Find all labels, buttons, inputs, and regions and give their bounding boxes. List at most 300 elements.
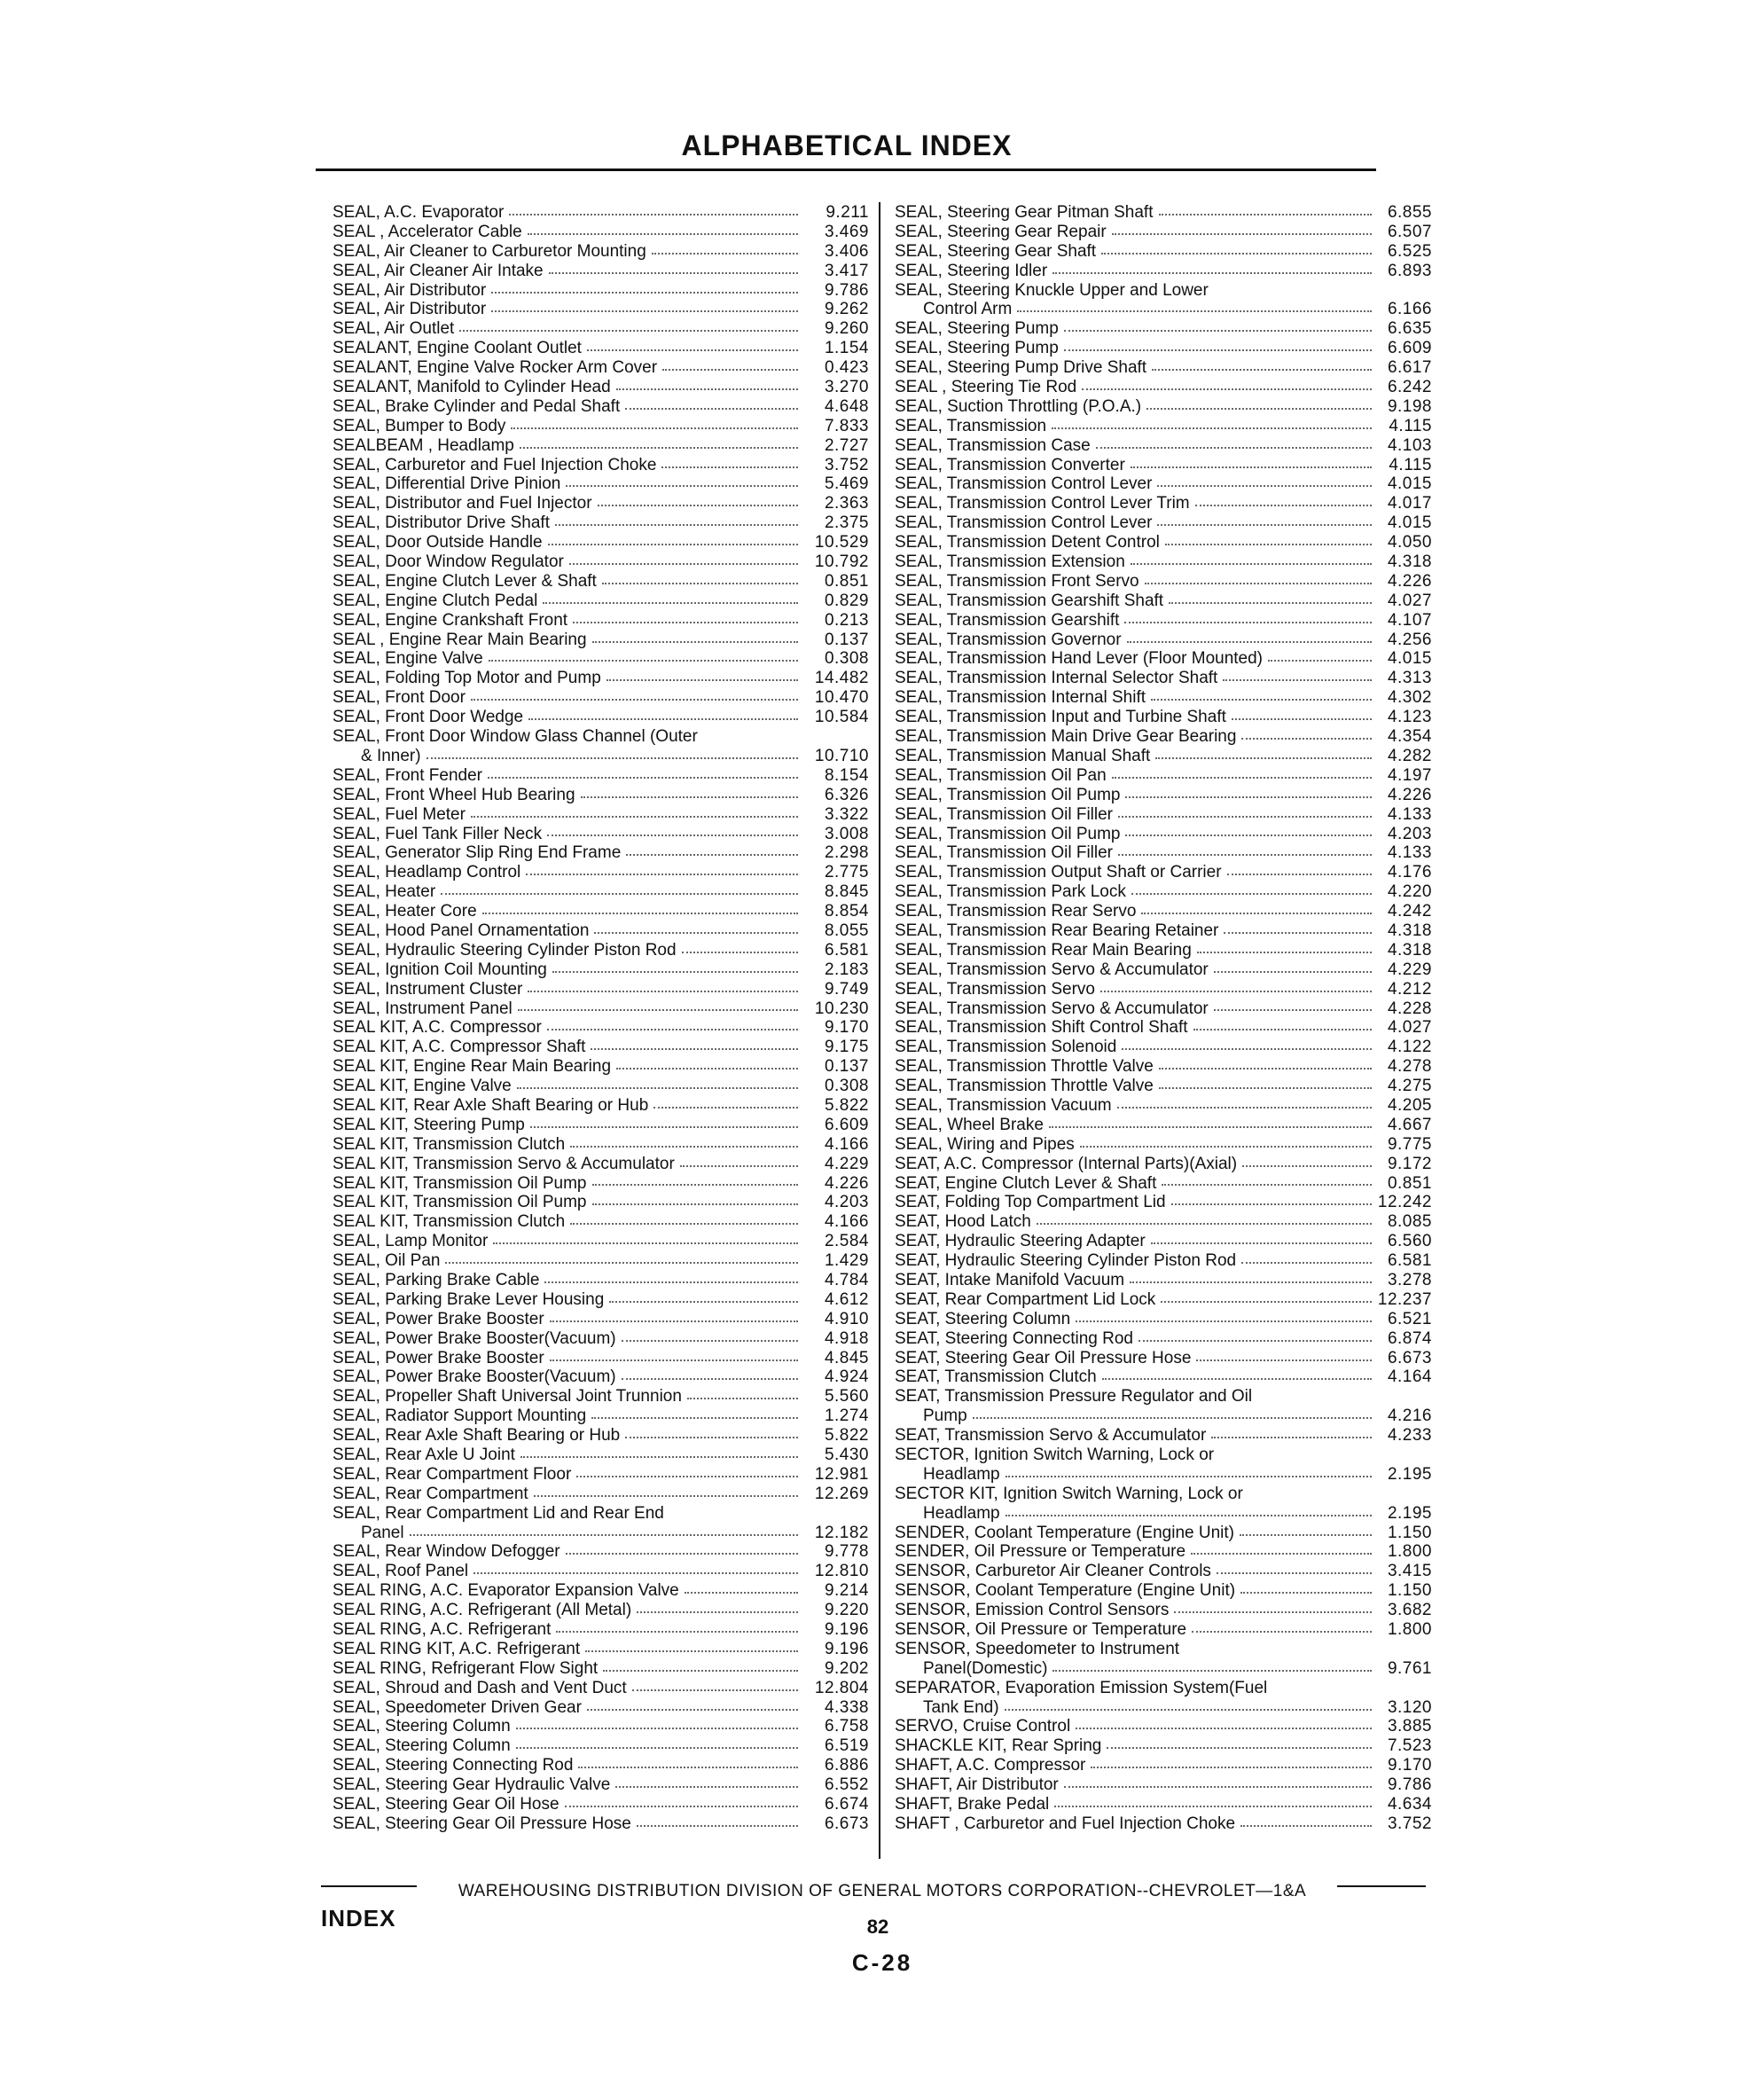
index-entry bbox=[333, 960, 869, 980]
index-entry-label: SEAL, Transmission Shift Control Shaft bbox=[895, 1018, 1188, 1038]
dot-leader bbox=[594, 929, 798, 934]
index-entry-label: SEAL, Parking Brake Lever Housing bbox=[333, 1289, 605, 1309]
index-entry-page: 4.667 bbox=[1387, 1115, 1432, 1134]
dot-leader bbox=[1080, 1142, 1372, 1148]
index-entry bbox=[895, 262, 1432, 281]
dot-leader bbox=[1017, 307, 1372, 312]
dot-leader bbox=[552, 968, 798, 973]
index-entry-page: 4.634 bbox=[1387, 1795, 1432, 1814]
index-entry bbox=[895, 436, 1432, 456]
index-entry-label: SEAL, Rear Compartment bbox=[333, 1484, 528, 1503]
index-entry bbox=[895, 727, 1432, 747]
index-entry-label: SENSOR, Coolant Temperature (Engine Unit) bbox=[895, 1581, 1236, 1601]
dot-leader bbox=[1064, 326, 1372, 332]
dot-leader bbox=[1005, 1705, 1372, 1711]
index-entry-label: SEAL, Hydraulic Steering Cylinder Piston Rod bbox=[333, 940, 677, 960]
index-entry-label: SEAL, Roof Panel bbox=[333, 1562, 469, 1581]
index-entry-label: SEAL, Steering Knuckle Upper and Lower bbox=[895, 280, 1209, 300]
dot-leader bbox=[549, 269, 798, 274]
index-entry bbox=[895, 552, 1432, 572]
index-entry bbox=[333, 1620, 869, 1640]
index-entry-page: 4.164 bbox=[1387, 1367, 1432, 1387]
index-entry-label: Panel bbox=[361, 1523, 404, 1542]
index-entry-page: 8.055 bbox=[824, 921, 869, 940]
index-entry bbox=[895, 1485, 1432, 1504]
index-entry-label: SEAL, Distributor Drive Shaft bbox=[333, 513, 550, 533]
index-entry-label: SEAL KIT, Engine Rear Main Bearing bbox=[333, 1057, 612, 1077]
left-index-column bbox=[333, 203, 869, 1834]
dot-leader bbox=[1125, 831, 1372, 836]
index-entry-page: 2.363 bbox=[824, 494, 869, 513]
index-entry-page: 4.229 bbox=[1387, 960, 1432, 979]
dot-leader bbox=[530, 1123, 798, 1128]
index-entry-label: SEAT, Transmission Clutch bbox=[895, 1367, 1097, 1387]
index-entry bbox=[895, 592, 1432, 611]
index-entry bbox=[895, 1251, 1432, 1271]
index-entry bbox=[895, 1329, 1432, 1349]
dot-leader bbox=[1241, 734, 1372, 740]
dot-leader bbox=[1195, 501, 1372, 506]
dot-leader bbox=[1223, 676, 1372, 681]
index-entry-page: 6.326 bbox=[824, 785, 869, 804]
index-entry-page: 4.027 bbox=[1387, 1018, 1432, 1038]
index-entry-label: SEALANT, Manifold to Cylinder Head bbox=[333, 378, 611, 397]
index-entry-label: SEALANT, Engine Coolant Outlet bbox=[333, 339, 582, 358]
index-entry bbox=[895, 456, 1432, 475]
index-entry-page: 9.786 bbox=[1387, 1775, 1432, 1795]
index-entry bbox=[333, 766, 869, 786]
dot-leader bbox=[1242, 1162, 1372, 1167]
index-entry-page: 4.282 bbox=[1387, 746, 1432, 765]
index-entry-label: SEAL, Rear Compartment Lid and Rear End bbox=[333, 1503, 664, 1523]
dot-leader bbox=[606, 676, 798, 681]
dot-leader bbox=[1165, 540, 1372, 545]
dot-leader bbox=[566, 1549, 798, 1555]
dot-leader bbox=[410, 1531, 798, 1536]
index-entry bbox=[333, 747, 869, 766]
index-entry-label: SEAT, Steering Gear Oil Pressure Hose bbox=[895, 1348, 1192, 1367]
index-entry-label: SEAT, Hydraulic Steering Cylinder Piston Rod bbox=[895, 1251, 1237, 1271]
index-entry bbox=[333, 378, 869, 397]
index-entry-label: SEAL, Steering Gear Repair bbox=[895, 222, 1107, 241]
index-entry-page: 5.822 bbox=[824, 1095, 869, 1115]
dot-leader bbox=[1054, 1802, 1372, 1807]
index-entry-page: 6.552 bbox=[824, 1775, 869, 1795]
index-entry-page: 4.275 bbox=[1387, 1077, 1432, 1096]
index-entry-label: SEAL, Power Brake Booster(Vacuum) bbox=[333, 1328, 616, 1348]
dot-leader bbox=[570, 1219, 798, 1225]
index-entry-page: 4.924 bbox=[824, 1367, 869, 1387]
dot-leader bbox=[592, 1200, 798, 1205]
dot-leader bbox=[1196, 1356, 1372, 1361]
index-entry-page: 4.115 bbox=[1389, 416, 1432, 435]
index-entry-label: SEAT, Transmission Servo & Accumulator bbox=[895, 1426, 1207, 1446]
column-divider bbox=[879, 202, 880, 1859]
index-entry-page: 5.469 bbox=[824, 474, 869, 494]
index-entry-label: Control Arm bbox=[923, 300, 1013, 319]
dot-leader bbox=[1052, 269, 1372, 274]
dot-leader bbox=[550, 1317, 798, 1322]
index-entry-label: SEAL, Front Fender bbox=[333, 765, 482, 785]
index-entry-label: SEAL KIT, Engine Valve bbox=[333, 1077, 512, 1096]
dot-leader bbox=[569, 560, 798, 565]
index-entry-page: 4.318 bbox=[1387, 940, 1432, 960]
index-entry-label: SEAL KIT, A.C. Compressor bbox=[333, 1018, 542, 1038]
dot-leader bbox=[573, 618, 798, 623]
index-entry-label: SEAL, Transmission Control Lever bbox=[895, 474, 1153, 494]
index-entry-label: SEAL, Front Door Window Glass Channel (Outer bbox=[333, 727, 698, 747]
dot-leader bbox=[587, 1705, 798, 1711]
index-entry-label: SEAL, Front Door Wedge bbox=[333, 708, 524, 727]
dot-leader bbox=[566, 482, 798, 487]
index-entry bbox=[333, 397, 869, 417]
index-entry-label: SEAL, Air Cleaner to Carburetor Mounting bbox=[333, 241, 646, 261]
index-entry bbox=[333, 611, 869, 631]
dot-leader bbox=[441, 889, 798, 895]
index-entry bbox=[895, 1524, 1432, 1543]
index-entry-page: 9.778 bbox=[824, 1542, 869, 1562]
index-entry-label: SEAL, Transmission Rear Main Bearing bbox=[895, 940, 1192, 960]
index-entry-page: 6.674 bbox=[824, 1795, 869, 1814]
dot-leader bbox=[1082, 385, 1372, 390]
dot-leader bbox=[1130, 1278, 1372, 1283]
index-entry bbox=[333, 533, 869, 552]
index-entry-page: 1.274 bbox=[824, 1407, 869, 1426]
index-entry bbox=[333, 1038, 869, 1057]
dot-leader bbox=[1006, 1472, 1372, 1477]
index-entry-label: SEAL, Transmission Manual Shaft bbox=[895, 746, 1151, 765]
index-entry-page: 6.521 bbox=[1387, 1309, 1432, 1328]
dot-leader bbox=[1064, 1783, 1372, 1788]
index-entry bbox=[333, 1155, 869, 1174]
index-entry-page: 4.318 bbox=[1387, 921, 1432, 940]
index-entry bbox=[333, 921, 869, 941]
dot-leader bbox=[1151, 1239, 1372, 1244]
dot-leader bbox=[1161, 1297, 1372, 1303]
index-entry-page: 4.166 bbox=[824, 1212, 869, 1232]
index-entry bbox=[895, 786, 1432, 805]
dot-leader bbox=[1112, 773, 1372, 779]
dot-leader bbox=[1174, 1608, 1372, 1613]
index-entry-page: 4.338 bbox=[824, 1697, 869, 1717]
dot-leader bbox=[1146, 404, 1372, 410]
index-entry-page: 4.203 bbox=[1387, 824, 1432, 843]
dot-leader bbox=[556, 1627, 798, 1633]
index-entry-label: SEAL, Transmission Servo & Accumulator bbox=[895, 960, 1209, 979]
index-entry bbox=[333, 474, 869, 494]
index-entry bbox=[895, 747, 1432, 766]
index-entry-label: SHAFT, A.C. Compressor bbox=[895, 1756, 1086, 1775]
index-entry bbox=[895, 1640, 1432, 1659]
index-entry-page: 4.256 bbox=[1387, 630, 1432, 649]
index-entry-page: 6.242 bbox=[1387, 378, 1432, 397]
index-entry bbox=[333, 1601, 869, 1620]
index-entry bbox=[895, 941, 1432, 960]
dot-leader bbox=[1006, 1511, 1372, 1516]
index-entry bbox=[333, 980, 869, 999]
index-entry-label: SEAL, Rear Axle U Joint bbox=[333, 1446, 515, 1464]
index-entry-label: SEAL, Transmission Main Drive Gear Bearing bbox=[895, 727, 1237, 747]
footer-page-code: C-28 bbox=[851, 1949, 913, 1976]
index-entry bbox=[895, 1193, 1432, 1212]
index-entry bbox=[333, 592, 869, 611]
index-entry bbox=[895, 203, 1432, 223]
index-entry-page: 10.230 bbox=[814, 999, 869, 1018]
index-entry-label: SENSOR, Carburetor Air Cleaner Controls bbox=[895, 1562, 1211, 1581]
index-entry-label: SEAL, Power Brake Booster bbox=[333, 1309, 544, 1328]
index-entry-label: SEAL, Transmission Oil Filler bbox=[895, 804, 1114, 824]
dot-leader bbox=[482, 909, 798, 914]
index-entry bbox=[895, 1290, 1432, 1310]
index-entry-page: 4.910 bbox=[824, 1309, 869, 1328]
index-entry-label: SEAL, Power Brake Booster(Vacuum) bbox=[333, 1367, 616, 1387]
dot-leader bbox=[592, 638, 798, 643]
dot-leader bbox=[591, 1045, 798, 1050]
index-entry-page: 1.154 bbox=[824, 339, 869, 358]
index-entry-label: SEAL, Transmission Rear Servo bbox=[895, 902, 1137, 921]
index-entry bbox=[333, 669, 869, 688]
index-entry-label: Headlamp bbox=[923, 1464, 1000, 1484]
index-entry-page: 10.792 bbox=[814, 552, 869, 572]
index-entry-label: SEAL, Speedometer Driven Gear bbox=[333, 1697, 582, 1717]
index-entry-page: 1.800 bbox=[1387, 1620, 1432, 1640]
index-entry-label: SEAL, Transmission Control Lever bbox=[895, 513, 1153, 533]
index-entry bbox=[895, 1096, 1432, 1116]
index-entry-label: SEAT, Rear Compartment Lid Lock bbox=[895, 1289, 1156, 1309]
index-entry bbox=[895, 1349, 1432, 1368]
index-entry-label: SENSOR, Oil Pressure or Temperature bbox=[895, 1620, 1187, 1640]
index-entry-label: SEALBEAM , Headlamp bbox=[333, 435, 514, 455]
index-entry bbox=[895, 1581, 1432, 1601]
index-entry-page: 4.050 bbox=[1387, 533, 1432, 552]
dot-leader bbox=[1227, 870, 1372, 875]
index-entry-label: SEAL, A.C. Evaporator bbox=[333, 203, 505, 222]
index-entry-page: 2.775 bbox=[824, 863, 869, 882]
page-title: ALPHABETICAL INDEX bbox=[681, 129, 1013, 161]
index-entry-page: 4.845 bbox=[824, 1348, 869, 1367]
index-entry-label: SEAL, Steering Pump bbox=[895, 339, 1059, 358]
index-entry-page: 6.874 bbox=[1387, 1328, 1432, 1348]
index-entry-label: SEAL, Shroud and Dash and Vent Duct bbox=[333, 1678, 627, 1697]
index-entry-label: SEAL, Steering Gear Pitman Shaft bbox=[895, 203, 1154, 222]
index-entry-page: 3.270 bbox=[824, 378, 869, 397]
index-entry-label: SEAL, Transmission Internal Shift bbox=[895, 688, 1146, 708]
index-entry bbox=[895, 825, 1432, 844]
index-entry bbox=[333, 262, 869, 281]
index-entry-label: SEAL, Transmission Converter bbox=[895, 455, 1125, 474]
index-entry-label: SHACKLE KIT, Rear Spring bbox=[895, 1736, 1102, 1756]
index-entry bbox=[895, 1387, 1432, 1407]
index-entry-page: 3.752 bbox=[1387, 1814, 1432, 1833]
dot-leader bbox=[528, 715, 798, 720]
dot-leader bbox=[1096, 443, 1372, 449]
index-entry-page: 6.673 bbox=[824, 1814, 869, 1833]
index-entry bbox=[333, 786, 869, 805]
index-entry bbox=[895, 1038, 1432, 1057]
index-entry-page: 12.242 bbox=[1377, 1193, 1432, 1212]
index-entry-page: 4.015 bbox=[1387, 474, 1432, 494]
dot-leader bbox=[1240, 1822, 1372, 1827]
index-entry-label: SEAL, Generator Slip Ring End Frame bbox=[333, 843, 622, 863]
dot-leader bbox=[685, 1588, 798, 1594]
index-entry-label: SEAL KIT, Steering Pump bbox=[333, 1115, 525, 1134]
index-entry-label: SEAL, Transmission Oil Pan bbox=[895, 765, 1107, 785]
index-entry bbox=[895, 1426, 1432, 1446]
index-entry bbox=[895, 1775, 1432, 1795]
dot-leader bbox=[518, 1006, 798, 1011]
dot-leader bbox=[1118, 850, 1372, 856]
index-entry-page: 8.845 bbox=[824, 882, 869, 902]
index-entry-page: 8.854 bbox=[824, 902, 869, 921]
dot-leader bbox=[1049, 1123, 1372, 1128]
index-entry bbox=[895, 999, 1432, 1019]
dot-leader bbox=[1127, 638, 1372, 643]
dot-leader bbox=[1169, 599, 1372, 604]
index-entry bbox=[333, 1446, 869, 1465]
dot-leader bbox=[603, 1666, 798, 1672]
index-entry-label: SEAL, Transmission Vacuum bbox=[895, 1095, 1112, 1115]
dot-leader bbox=[516, 1724, 798, 1729]
index-entry bbox=[895, 960, 1432, 980]
index-entry-label: SEAL, Steering Gear Oil Pressure Hose bbox=[333, 1814, 631, 1833]
index-entry-page: 1.150 bbox=[1387, 1581, 1432, 1601]
index-entry-label: SEPARATOR, Evaporation Emission System(Fuel bbox=[895, 1678, 1268, 1697]
index-entry bbox=[895, 1736, 1432, 1756]
index-entry-page: 0.829 bbox=[824, 591, 869, 610]
dot-leader bbox=[662, 365, 798, 371]
index-entry-label: SEAL, Headlamp Control bbox=[333, 863, 521, 882]
index-entry-label: SEAL, Steering Connecting Rod bbox=[333, 1756, 574, 1775]
index-entry bbox=[333, 223, 869, 242]
index-entry-page: 4.318 bbox=[1387, 552, 1432, 572]
index-entry-page: 3.008 bbox=[824, 824, 869, 843]
dot-leader bbox=[1193, 1025, 1372, 1030]
index-entry bbox=[895, 1717, 1432, 1736]
dot-leader bbox=[1100, 987, 1372, 992]
dot-leader bbox=[1214, 968, 1372, 973]
index-entry bbox=[895, 378, 1432, 397]
index-entry-page: 4.015 bbox=[1387, 649, 1432, 669]
index-entry-label: SECTOR KIT, Ignition Switch Warning, Lock or bbox=[895, 1484, 1243, 1503]
index-entry-page: 4.123 bbox=[1387, 708, 1432, 727]
dot-leader bbox=[528, 987, 798, 992]
index-entry-label: SEAL, Transmission Control Lever Trim bbox=[895, 494, 1190, 513]
index-entry bbox=[895, 1310, 1432, 1329]
dot-leader bbox=[1214, 1006, 1372, 1011]
index-entry-page: 7.523 bbox=[1387, 1736, 1432, 1756]
index-entry-page: 6.673 bbox=[1387, 1348, 1432, 1367]
index-entry bbox=[333, 1736, 869, 1756]
index-entry bbox=[895, 1174, 1432, 1194]
dot-leader bbox=[616, 385, 798, 390]
index-entry-label: SEAL RING KIT, A.C. Refrigerant bbox=[333, 1639, 581, 1658]
index-entry bbox=[333, 1407, 869, 1426]
index-entry bbox=[895, 1795, 1432, 1814]
index-entry-label: SEAL , Engine Rear Main Bearing bbox=[333, 630, 587, 649]
index-entry bbox=[895, 1232, 1432, 1251]
dot-leader bbox=[1052, 1666, 1372, 1672]
index-entry-page: 6.855 bbox=[1387, 203, 1432, 222]
dot-leader bbox=[1139, 1336, 1372, 1342]
footer-rule-left bbox=[321, 1885, 417, 1887]
dot-leader bbox=[1191, 1549, 1372, 1555]
index-entry-page: 9.749 bbox=[824, 979, 869, 999]
dot-leader bbox=[581, 793, 798, 798]
dot-leader bbox=[602, 579, 798, 584]
index-entry bbox=[333, 825, 869, 844]
index-entry-page: 9.196 bbox=[824, 1639, 869, 1658]
index-entry-page: 3.417 bbox=[824, 261, 869, 280]
index-entry-page: 6.617 bbox=[1387, 358, 1432, 378]
index-entry-page: 4.226 bbox=[1387, 785, 1432, 804]
index-entry bbox=[895, 1018, 1432, 1038]
dot-leader bbox=[680, 1162, 798, 1167]
index-entry bbox=[333, 1387, 869, 1407]
dot-leader bbox=[471, 812, 798, 818]
index-entry-page: 9.786 bbox=[824, 280, 869, 300]
index-entry bbox=[333, 281, 869, 301]
dot-leader bbox=[1159, 210, 1373, 215]
index-entry-label: SEAL, Rear Axle Shaft Bearing or Hub bbox=[333, 1426, 621, 1446]
index-entry-label: SEAL, Parking Brake Cable bbox=[333, 1270, 540, 1289]
dot-leader bbox=[652, 249, 798, 255]
index-entry bbox=[895, 1814, 1432, 1834]
index-entry bbox=[333, 1057, 869, 1077]
index-entry-label: SEAL, Wiring and Pipes bbox=[895, 1134, 1075, 1154]
index-entry bbox=[333, 513, 869, 533]
dot-leader bbox=[570, 1142, 798, 1148]
index-entry-page: 4.166 bbox=[824, 1134, 869, 1154]
footer-rule-right bbox=[1337, 1885, 1426, 1887]
index-entry-label: SEAL, Steering Gear Oil Hose bbox=[333, 1795, 559, 1814]
index-entry-label: SEAL, Suction Throttling (P.O.A.) bbox=[895, 396, 1142, 416]
index-entry-label: SEAL KIT, Transmission Servo & Accumulator bbox=[333, 1154, 675, 1173]
index-entry bbox=[333, 727, 869, 747]
index-entry bbox=[895, 1135, 1432, 1155]
index-entry-label: SEAL, Lamp Monitor bbox=[333, 1232, 489, 1251]
index-entry-label: SEAT, Hood Latch bbox=[895, 1212, 1031, 1232]
index-entry-label: SEAL, Transmission bbox=[895, 416, 1047, 435]
dot-leader bbox=[1125, 793, 1372, 798]
dot-leader bbox=[544, 1278, 798, 1283]
dot-leader bbox=[1152, 365, 1372, 371]
index-entry bbox=[333, 494, 869, 513]
index-entry-page: 9.211 bbox=[826, 203, 869, 222]
dot-leader bbox=[1232, 715, 1372, 720]
index-entry bbox=[333, 300, 869, 319]
index-entry-label: SENSOR, Speedometer to Instrument bbox=[895, 1639, 1180, 1658]
index-entry-label: SEAL KIT, Transmission Clutch bbox=[333, 1134, 566, 1154]
index-entry-label: SEAL, Transmission Oil Pump bbox=[895, 785, 1121, 804]
index-entry bbox=[895, 766, 1432, 786]
dot-leader bbox=[1155, 754, 1372, 759]
index-entry-label: SEAL, Door Outside Handle bbox=[333, 533, 543, 552]
index-entry-page: 6.893 bbox=[1387, 261, 1432, 280]
dot-leader bbox=[1102, 1375, 1372, 1380]
index-entry bbox=[895, 242, 1432, 262]
index-entry bbox=[333, 1426, 869, 1446]
dot-leader bbox=[682, 948, 798, 953]
index-entry-page: 0.137 bbox=[824, 1057, 869, 1077]
index-entry-page: 4.612 bbox=[824, 1289, 869, 1309]
index-entry-label: SEAL, Steering Pump Drive Shaft bbox=[895, 358, 1147, 378]
index-entry-page: 9.202 bbox=[824, 1658, 869, 1678]
index-entry-label: SEAL, Steering Column bbox=[333, 1717, 511, 1736]
index-entry-page: 0.213 bbox=[824, 610, 869, 630]
index-entry-page: 4.103 bbox=[1387, 435, 1432, 455]
dot-leader bbox=[520, 1453, 798, 1458]
index-entry-label: SERVO, Cruise Control bbox=[895, 1717, 1071, 1736]
